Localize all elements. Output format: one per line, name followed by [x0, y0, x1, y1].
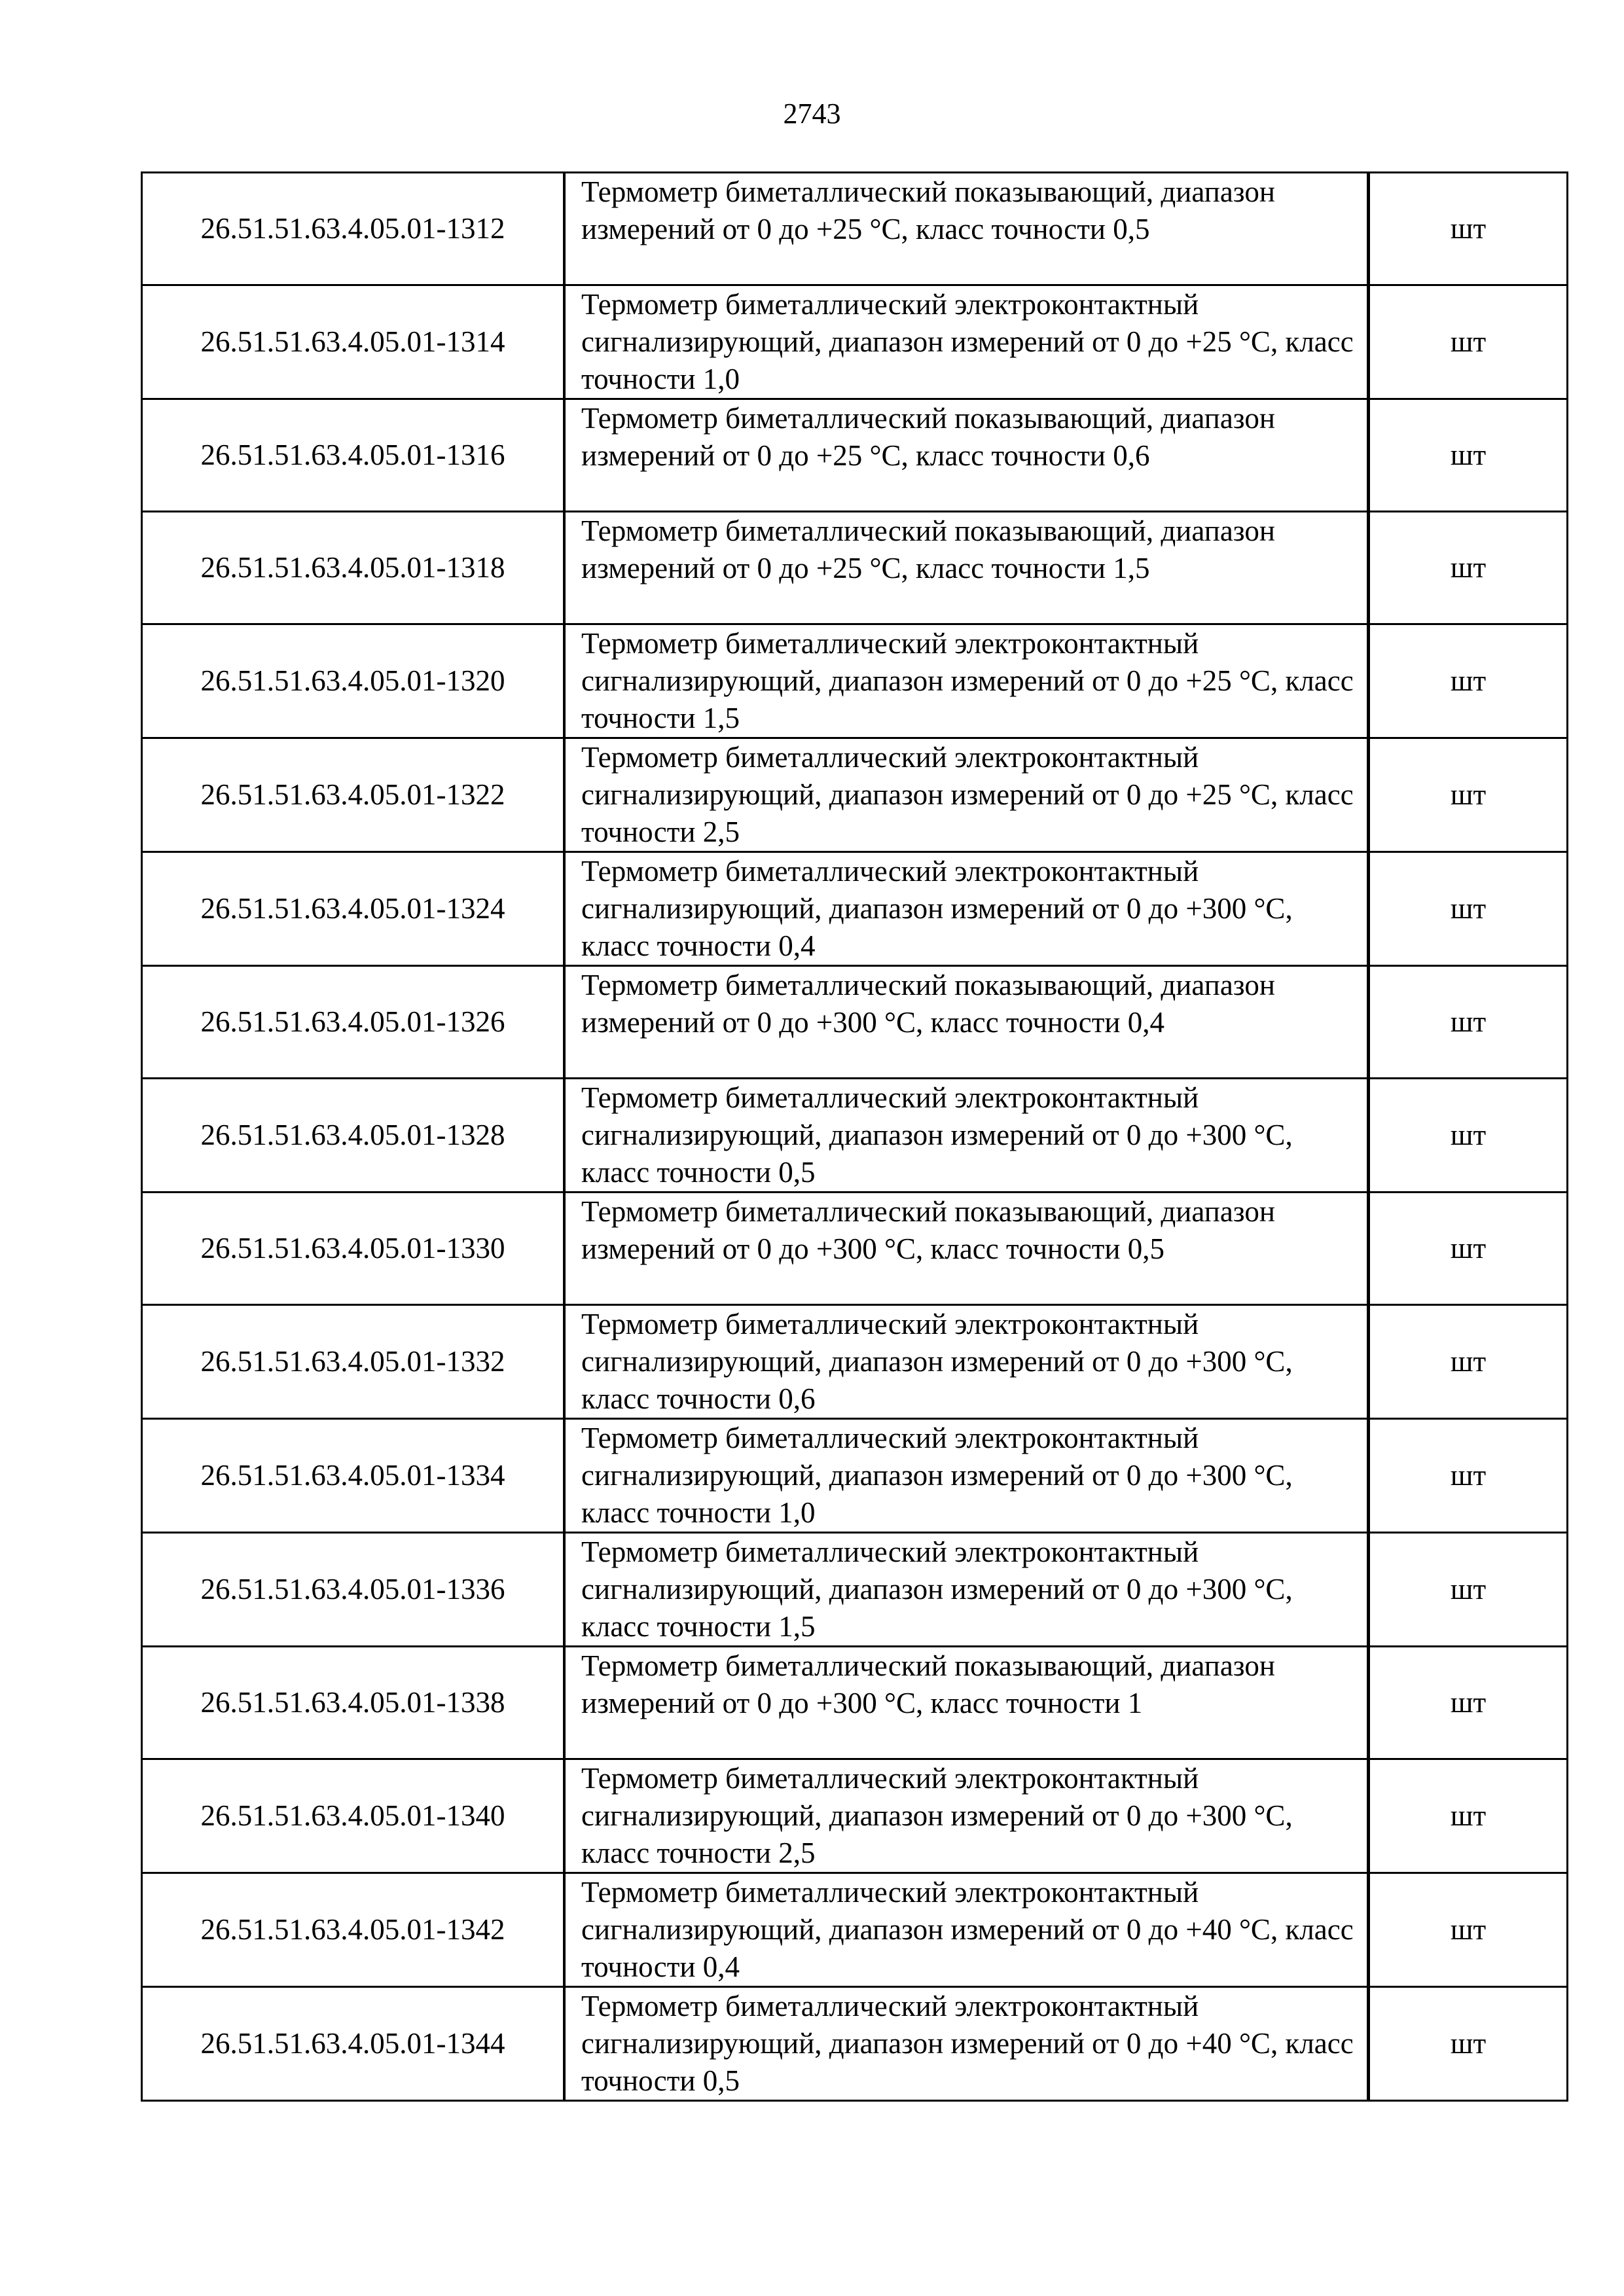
resource-code-cell: 26.51.51.63.4.05.01-1330: [142, 1193, 565, 1305]
resource-code-cell: 26.51.51.63.4.05.01-1326: [142, 966, 565, 1079]
unit-of-measure-cell: шт: [1369, 1533, 1568, 1647]
resource-code-cell: 26.51.51.63.4.05.01-1328: [142, 1079, 565, 1193]
resource-description-cell: Термометр биметаллический электроконтактный сигнализирующий, диапазон измерений от 0 до +40 °С, класс точности 0,4: [564, 1873, 1369, 1987]
table-row: [142, 1419, 1568, 1533]
table-row: [142, 173, 1568, 285]
table-row: [142, 399, 1568, 512]
resource-code-cell: 26.51.51.63.4.05.01-1320: [142, 624, 565, 738]
unit-of-measure-cell: шт: [1369, 399, 1568, 512]
resource-description-cell: Термометр биметаллический показывающий, диапазон измерений от 0 до +25 °С, класс точности 0,5: [564, 173, 1369, 285]
resource-code-cell: 26.51.51.63.4.05.01-1338: [142, 1647, 565, 1759]
unit-of-measure-cell: шт: [1369, 852, 1568, 966]
table-body: [142, 173, 1568, 2101]
resource-description-cell: Термометр биметаллический электроконтактный сигнализирующий, диапазон измерений от 0 до +300 °С, класс точности 1,5: [564, 1533, 1369, 1647]
resource-description-cell: Термометр биметаллический показывающий, диапазон измерений от 0 до +300 °С, класс точности 0,5: [564, 1193, 1369, 1305]
table-row: [142, 738, 1568, 852]
resource-description-cell: Термометр биметаллический электроконтактный сигнализирующий, диапазон измерений от 0 до +300 °С, класс точности 1,0: [564, 1419, 1369, 1533]
table-row: [142, 624, 1568, 738]
unit-of-measure-cell: шт: [1369, 1193, 1568, 1305]
resource-description-cell: Термометр биметаллический электроконтактный сигнализирующий, диапазон измерений от 0 до +300 °С, класс точности 0,6: [564, 1305, 1369, 1419]
resource-description-cell: Термометр биметаллический электроконтактный сигнализирующий, диапазон измерений от 0 до +300 °С, класс точности 0,4: [564, 852, 1369, 966]
unit-of-measure-cell: шт: [1369, 738, 1568, 852]
unit-of-measure-cell: шт: [1369, 1873, 1568, 1987]
resource-description-cell: Термометр биметаллический электроконтактный сигнализирующий, диапазон измерений от 0 до +25 °С, класс точности 2,5: [564, 738, 1369, 852]
resource-description-cell: Термометр биметаллический показывающий, диапазон измерений от 0 до +300 °С, класс точности 0,4: [564, 966, 1369, 1079]
resource-description-cell: Термометр биметаллический показывающий, диапазон измерений от 0 до +25 °С, класс точности 0,6: [564, 399, 1369, 512]
unit-of-measure-cell: шт: [1369, 285, 1568, 399]
resource-code-cell: 26.51.51.63.4.05.01-1336: [142, 1533, 565, 1647]
resource-description-cell: Термометр биметаллический электроконтактный сигнализирующий, диапазон измерений от 0 до +40 °С, класс точности 0,5: [564, 1987, 1369, 2101]
resource-code-cell: 26.51.51.63.4.05.01-1318: [142, 512, 565, 624]
page-number: 2743: [783, 98, 841, 130]
table-row: [142, 966, 1568, 1079]
resource-code-cell: 26.51.51.63.4.05.01-1344: [142, 1987, 565, 2101]
unit-of-measure-cell: шт: [1369, 1079, 1568, 1193]
unit-of-measure-cell: шт: [1369, 173, 1568, 285]
resource-code-cell: 26.51.51.63.4.05.01-1342: [142, 1873, 565, 1987]
unit-of-measure-cell: шт: [1369, 1305, 1568, 1419]
unit-of-measure-cell: шт: [1369, 1759, 1568, 1873]
unit-of-measure-cell: шт: [1369, 1987, 1568, 2101]
resource-code-cell: 26.51.51.63.4.05.01-1340: [142, 1759, 565, 1873]
resource-description-cell: Термометр биметаллический электроконтактный сигнализирующий, диапазон измерений от 0 до +25 °С, класс точности 1,0: [564, 285, 1369, 399]
resource-description-cell: Термометр биметаллический электроконтактный сигнализирующий, диапазон измерений от 0 до +300 °С, класс точности 0,5: [564, 1079, 1369, 1193]
table-row: [142, 1305, 1568, 1419]
resource-description-cell: Термометр биметаллический показывающий, диапазон измерений от 0 до +300 °С, класс точности 1: [564, 1647, 1369, 1759]
resource-code-cell: 26.51.51.63.4.05.01-1334: [142, 1419, 565, 1533]
table-row: [142, 1079, 1568, 1193]
table-row: [142, 1647, 1568, 1759]
resource-description-cell: Термометр биметаллический электроконтактный сигнализирующий, диапазон измерений от 0 до +25 °С, класс точности 1,5: [564, 624, 1369, 738]
table-row: [142, 1873, 1568, 1987]
table-row: [142, 285, 1568, 399]
unit-of-measure-cell: шт: [1369, 1647, 1568, 1759]
table-row: [142, 1533, 1568, 1647]
resource-code-cell: 26.51.51.63.4.05.01-1332: [142, 1305, 565, 1419]
unit-of-measure-cell: шт: [1369, 966, 1568, 1079]
unit-of-measure-cell: шт: [1369, 1419, 1568, 1533]
resource-code-cell: 26.51.51.63.4.05.01-1314: [142, 285, 565, 399]
table-row: [142, 512, 1568, 624]
resource-description-cell: Термометр биметаллический показывающий, диапазон измерений от 0 до +25 °С, класс точности 1,5: [564, 512, 1369, 624]
resource-code-cell: 26.51.51.63.4.05.01-1316: [142, 399, 565, 512]
table-row: [142, 852, 1568, 966]
unit-of-measure-cell: шт: [1369, 512, 1568, 624]
unit-of-measure-cell: шт: [1369, 624, 1568, 738]
table-row: [142, 1987, 1568, 2101]
table-row: [142, 1759, 1568, 1873]
resource-code-cell: 26.51.51.63.4.05.01-1324: [142, 852, 565, 966]
resource-code-cell: 26.51.51.63.4.05.01-1322: [142, 738, 565, 852]
resource-code-cell: 26.51.51.63.4.05.01-1312: [142, 173, 565, 285]
resource-description-cell: Термометр биметаллический электроконтактный сигнализирующий, диапазон измерений от 0 до +300 °С, класс точности 2,5: [564, 1759, 1369, 1873]
resource-table: [141, 171, 1568, 2102]
table-row: [142, 1193, 1568, 1305]
